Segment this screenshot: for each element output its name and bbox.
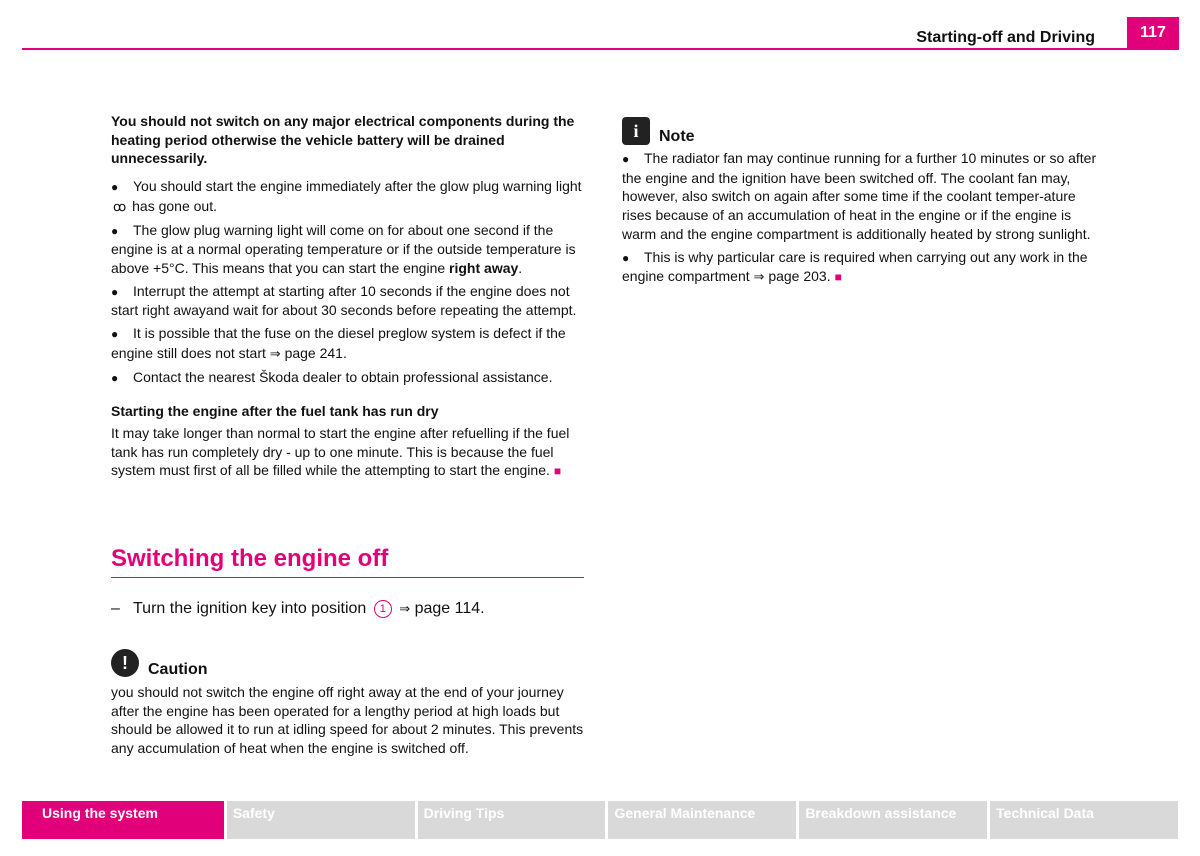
page-number: 117 [1127,17,1179,49]
list-item: ●It is possible that the fuse on the diesel preglow system is defect if the engine still does not start ⇒ page 241. [111,324,584,364]
bullet-icon [622,149,644,169]
list-item: ●Interrupt the attempt at starting after 10 seconds if the engine does not start right awayand wait for about 30 seconds before repeating the attempt. [111,282,584,320]
intro-warning: You should not switch on any major electrical components during the heating period otherwise the vehicle battery will be drained unnecessarily. [111,113,575,167]
section-end-icon: ■ [553,464,562,479]
tab-general-maintenance[interactable]: General Maintenance [608,801,797,839]
list-item: ●The radiator fan may continue running for a further 10 minutes or so after the engine and the ignition have been switched off. The coolant fan may, however, also switch on again after some time if the coolant temper-ature rises because of an accumulation of heat in the engine or if the engine is warm and the engine compartment is additionally heated by strong sunlight. [622,149,1100,244]
note-header [622,117,1100,145]
bullet-icon [111,324,133,344]
page-reference-arrow: ⇒ [269,346,281,362]
instruction-step: – Turn the ignition key into position 1 ⇒ page 114. [111,600,485,618]
glow-plug-icon: ꝏ [113,198,127,214]
list-item: ●You should start the engine immediately after the glow plug warning light ꝏ has gone out. [111,177,584,216]
bullet-icon [111,368,133,388]
list-item: ●This is why particular care is required when carrying out any work in the engine compartment ⇒ page 203. ■ [622,248,1100,288]
page-link[interactable]: page 203. [768,268,831,285]
caution-icon: ! [111,649,139,677]
bullet-icon [622,248,644,268]
step-dash: – [111,600,120,618]
info-icon: i [622,117,650,145]
paragraph: It may take longer than normal to start the engine after refuelling if the fuel tank has run completely dry - up to one minute. This is because the fuel system must first of all be filled while the attempting to start the engine. ■ [111,424,570,479]
left-column [111,112,584,481]
position-marker-icon: 1 [374,600,392,618]
page-link[interactable]: page 114. [414,600,485,618]
bullet-icon [111,282,133,302]
chapter-title: Starting-off and Driving [916,29,1095,46]
page-reference-arrow: ⇒ [753,270,765,286]
header-rule [22,48,1179,50]
tab-technical-data[interactable]: Technical Data [990,801,1179,839]
note-label: Note [659,128,695,146]
footer-nav [22,801,1179,839]
tab-breakdown-assistance[interactable]: Breakdown assistance [799,801,988,839]
tab-safety[interactable]: Safety [227,801,416,839]
bullet-icon [111,221,133,241]
caution-label: Caution [148,661,208,678]
list-item: ●Contact the nearest Škoda dealer to obtain professional assistance. [111,368,584,388]
caution-header [111,649,208,677]
section-heading: Switching the engine off [111,545,584,578]
tab-driving-tips[interactable]: Driving Tips [418,801,607,839]
right-column [622,117,1100,292]
caution-text: you should not switch the engine off right away at the end of your journey after the engine has been operated for a lengthy period at high loads but should be allowed it to run at idling speed for about 2 minutes. This prevents any accumulation of heat when the engine is switched off. [111,684,584,757]
subheading: Starting the engine after the fuel tank has run dry [111,403,439,420]
bullet-icon [111,177,133,197]
tab-using-the-system[interactable]: Using the system [22,801,225,839]
page-link[interactable]: page 241. [284,344,347,361]
list-item: ●The glow plug warning light will come on for about one second if the engine is at a normal operating temperature or if the outside temperature is above +5°C. This means that you can start the engine right away. [111,221,584,278]
page-reference-arrow: ⇒ [399,602,411,618]
section-end-icon: ■ [834,270,842,285]
